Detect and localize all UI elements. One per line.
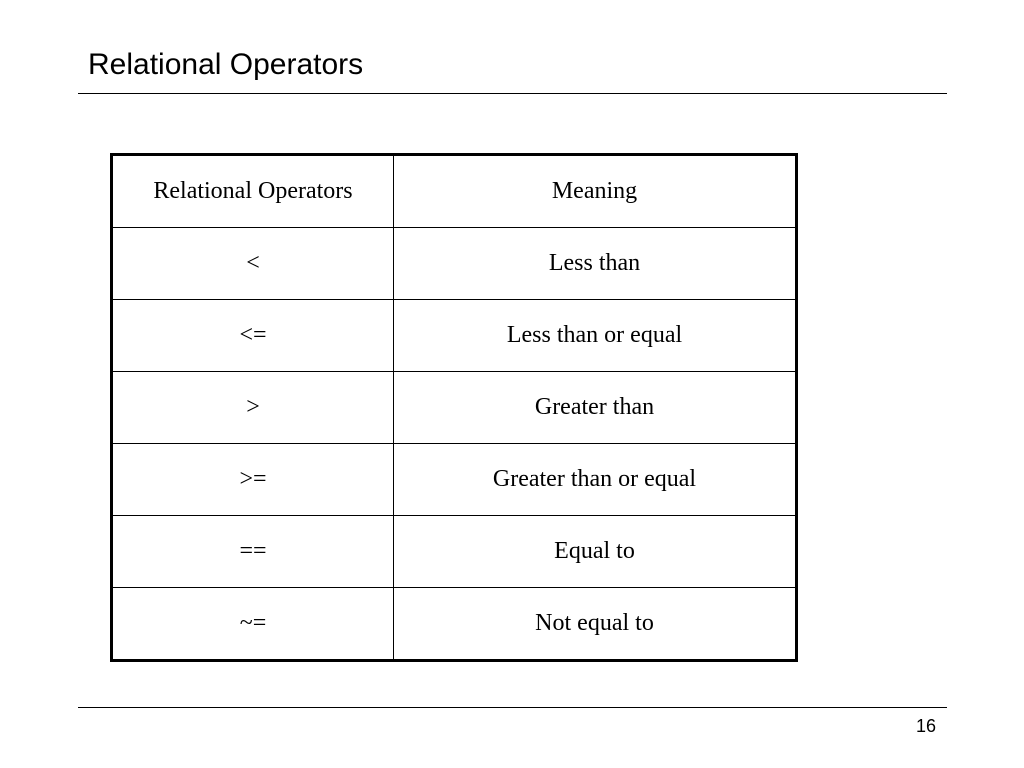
- meaning-cell: Equal to: [394, 516, 797, 588]
- meaning-cell: Not equal to: [394, 588, 797, 661]
- column-header-operator: Relational Operators: [112, 155, 394, 228]
- table-row: [112, 300, 797, 372]
- table-row: [112, 444, 797, 516]
- table-header-row: [112, 155, 797, 228]
- meaning-cell: Greater than or equal: [394, 444, 797, 516]
- operator-cell: ==: [112, 516, 394, 588]
- relational-operators-table: [110, 153, 798, 662]
- slide-title: Relational Operators: [88, 48, 364, 81]
- footer-divider: [78, 707, 947, 708]
- column-header-meaning: Meaning: [394, 155, 797, 228]
- operator-cell: ~=: [112, 588, 394, 661]
- table-row: [112, 516, 797, 588]
- table-row: [112, 228, 797, 300]
- operator-cell: >: [112, 372, 394, 444]
- operator-cell: <=: [112, 300, 394, 372]
- title-divider: [78, 93, 947, 94]
- table-row: [112, 372, 797, 444]
- page-number: 16: [915, 716, 936, 736]
- operator-cell: <: [112, 228, 394, 300]
- operator-cell: >=: [112, 444, 394, 516]
- meaning-cell: Less than or equal: [394, 300, 797, 372]
- table-row: [112, 588, 797, 661]
- meaning-cell: Less than: [394, 228, 797, 300]
- meaning-cell: Greater than: [394, 372, 797, 444]
